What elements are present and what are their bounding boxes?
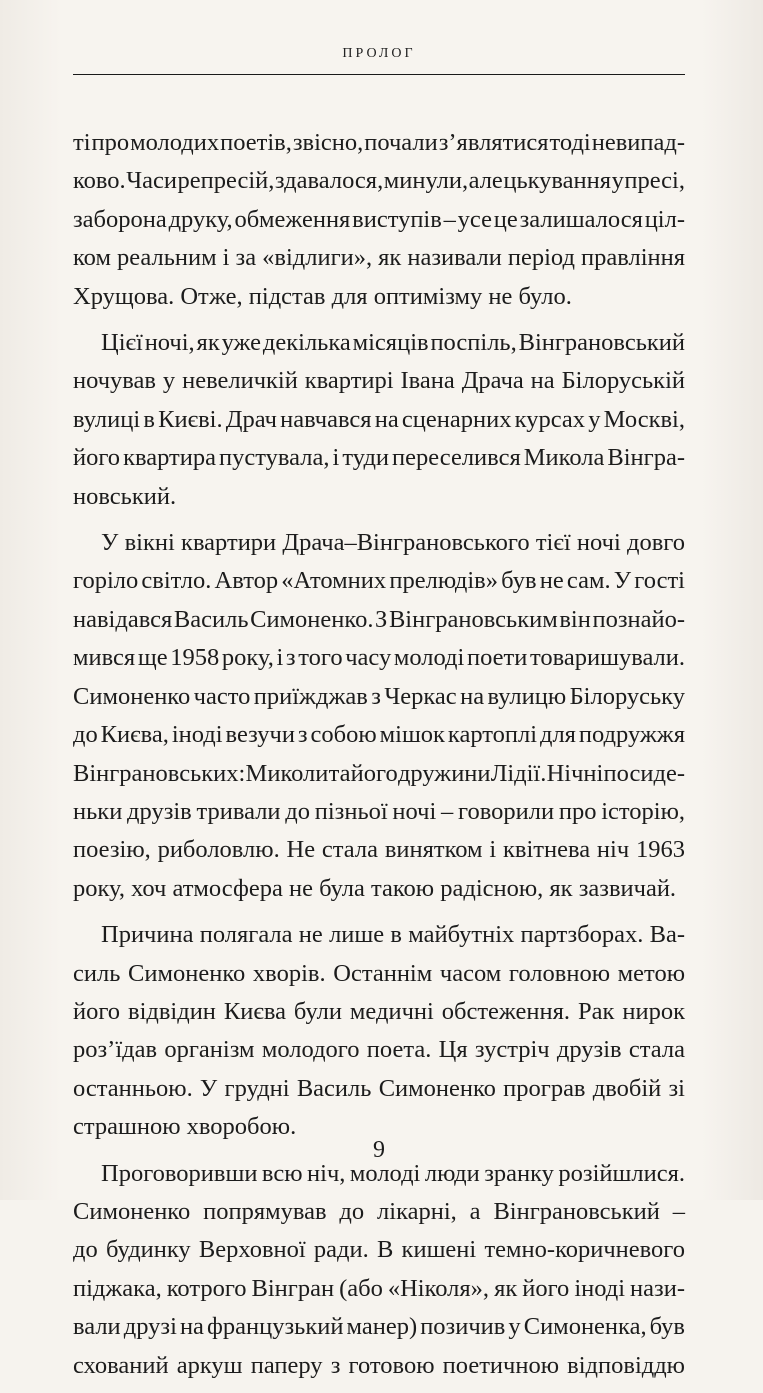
text-line: поезію, риболовлю. Не стала винятком і квітнева ніч 1963	[73, 836, 685, 864]
paragraph	[73, 916, 685, 1146]
text-line: Причина полягала не лише в майбутніх партзборах. Ва-	[101, 921, 685, 949]
text-line: страшною хворобою.	[73, 1113, 297, 1141]
text-line: вали друзі на французький манер) позичив у Симоненка, був	[73, 1313, 685, 1341]
paragraph	[73, 1155, 685, 1385]
text-line: роз’їдав організм молодого поета. Ця зустріч друзів стала	[73, 1036, 685, 1064]
paragraph	[73, 324, 685, 516]
paragraph	[73, 524, 685, 908]
text-line: року, хоч атмосфера не була такою радісною, як зазвичай.	[73, 874, 677, 902]
body-text	[73, 124, 685, 1393]
text-line: вулиці в Києві. Драч навчався на сценарних курсах у Москві,	[73, 405, 685, 433]
text-line: ночував у невеличкій квартирі Івана Драча на Білоруській	[73, 367, 685, 395]
text-line: Симоненко часто приїжджав з Черкас на вулицю Білоруську	[73, 682, 685, 710]
text-line: ком реальним і за «відлиги», як називали період правління	[73, 244, 685, 272]
text-line: ньки друзів тривали до пізньої ночі – говорили про історію,	[73, 797, 685, 825]
text-line: ково. Часи репресій, здавалося, минули, але цькування у пресі,	[73, 167, 685, 195]
text-line: Симоненко попрямував до лікарні, а Вінграновський –	[73, 1197, 685, 1225]
text-line: У вікні квартири Драча–Вінграновського тієї ночі довго	[101, 529, 685, 557]
text-line: Вінграновських: Миколи та його дружини Лідії. Нічні посиде-	[73, 759, 685, 787]
running-head: ПРОЛОГ	[342, 46, 416, 61]
text-line: новський.	[73, 482, 177, 510]
text-line: заборона друку, обмеження виступів – усе це залишалося ціл-	[73, 205, 685, 233]
text-line: Проговоривши всю ніч, молоді люди зранку розійшлися.	[101, 1159, 685, 1187]
text-line: до Києва, іноді везучи з собою мішок картоплі для подружжя	[73, 721, 685, 749]
text-line: мився ще 1958 року, і з того часу молоді поети товаришували.	[73, 644, 685, 672]
text-line: Цієї ночі, як уже декілька місяців поспіль, Вінграновський	[101, 329, 685, 357]
text-line: піджака, котрого Вінгран (або «Ніколя», як його іноді нази-	[73, 1274, 685, 1302]
text-line: його відвідин Києва були медичні обстеження. Рак нирок	[73, 997, 685, 1025]
header-rule	[73, 74, 685, 75]
text-line: схований аркуш паперу з готовою поетичною відповіддю	[73, 1351, 685, 1379]
text-line: останньою. У грудні Василь Симоненко програв двобій зі	[73, 1074, 685, 1102]
page-number: 9	[373, 1137, 385, 1163]
text-line: горіло світло. Автор «Атомних прелюдів» був не сам. У гості	[73, 567, 685, 595]
paragraph	[73, 124, 685, 316]
text-line: ті про молодих поетів, звісно, почали з’являтися тоді невипад-	[73, 129, 685, 156]
text-line: силь Симоненко хворів. Останнім часом головною метою	[73, 959, 685, 987]
text-line: навідався Василь Симоненко. З Вінграновським він познайо-	[73, 605, 685, 633]
text-line: до будинку Верховної ради. В кишені темно-коричневого	[73, 1236, 685, 1264]
text-line: його квартира пустувала, і туди переселився Микола Вінгра-	[73, 444, 685, 472]
text-line: Хрущова. Отже, підстав для оптимізму не було.	[73, 282, 572, 310]
